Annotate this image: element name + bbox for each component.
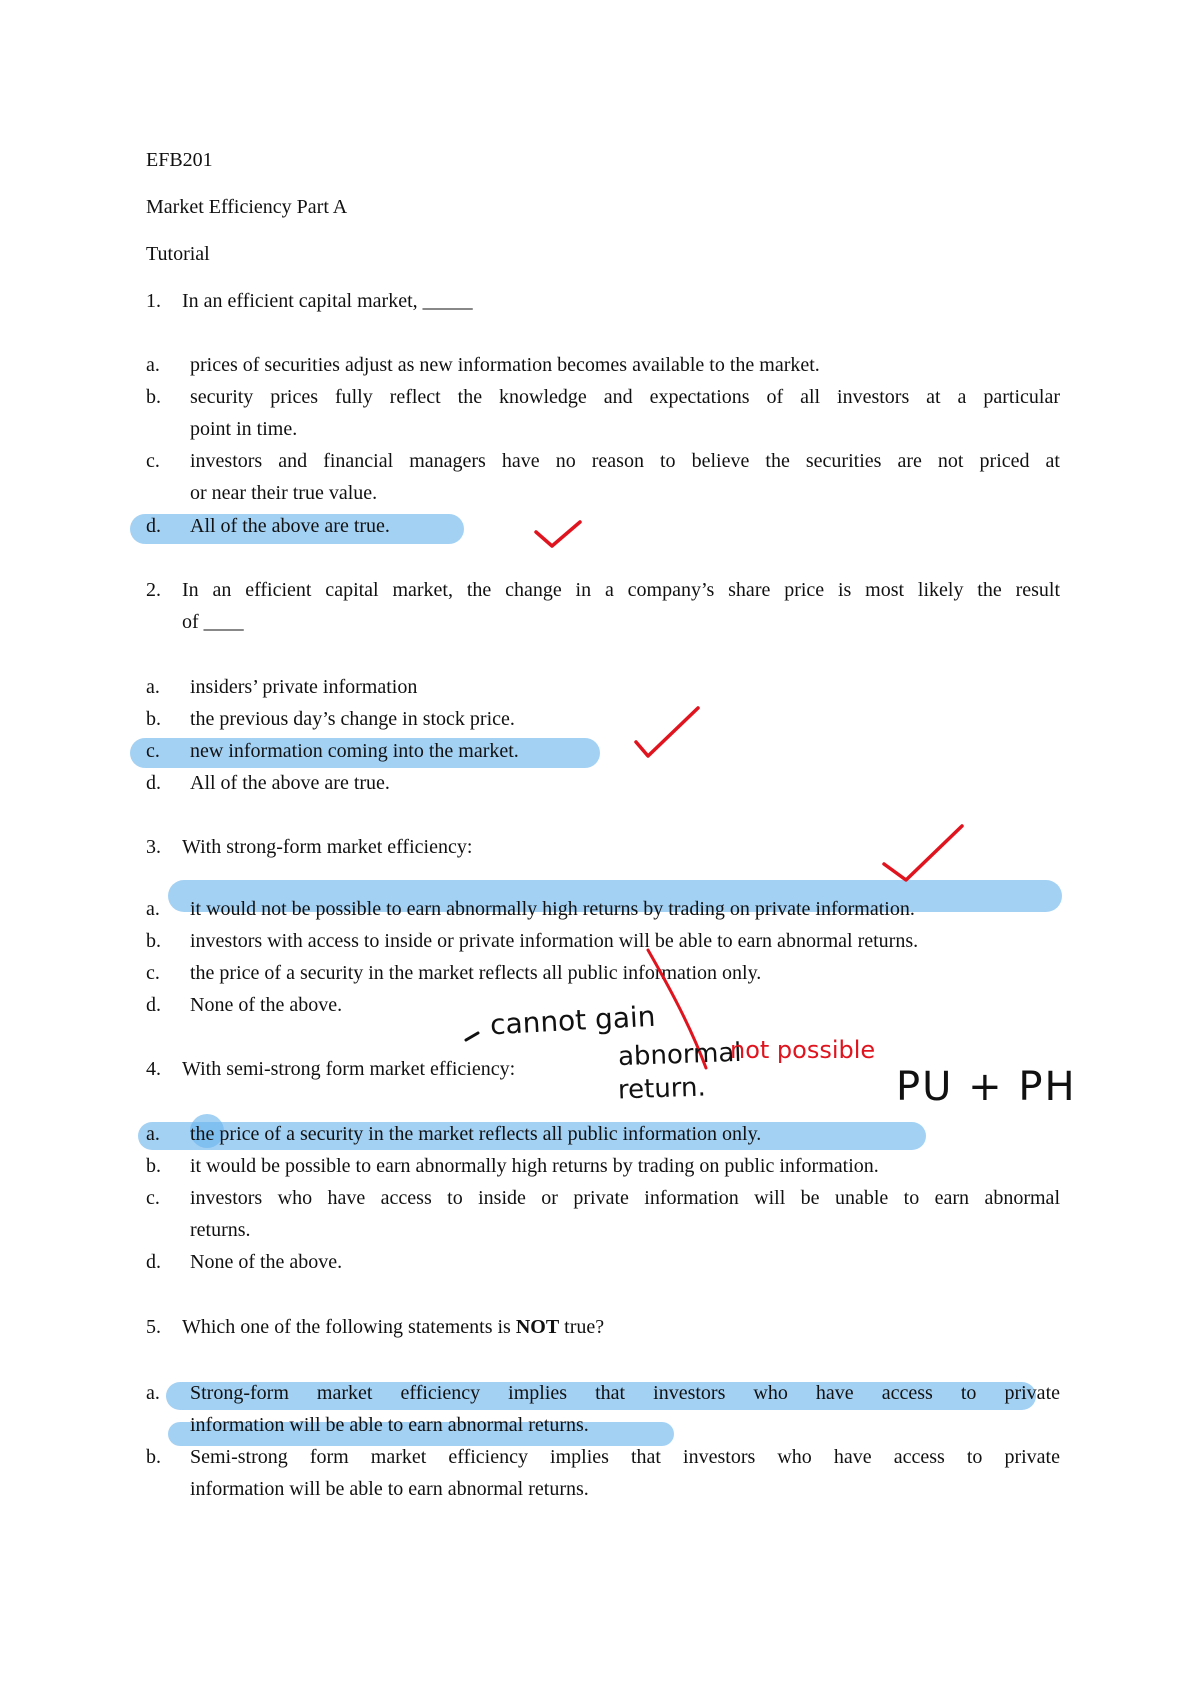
option-text: investors and financial managers have no reason to believe the securities are not priced at [190, 450, 1060, 472]
option-text-cont: returns. [190, 1219, 251, 1241]
option-text: the previous day’s change in stock price. [190, 708, 515, 730]
option-letter: b. [146, 1446, 161, 1468]
checkmark-q1-icon [536, 522, 580, 546]
checkmark-q2-icon [636, 708, 698, 756]
question-stem: Which one of the following statements is NOT true? [182, 1316, 605, 1338]
option-text: None of the above. [190, 1251, 343, 1273]
option-letter: c. [146, 740, 160, 762]
option-text: All of the above are true. [190, 772, 390, 794]
option-letter: b. [146, 708, 161, 730]
option-letter: b. [146, 1155, 161, 1177]
option-text: the price of a security in the market reflects all public information only. [190, 1123, 762, 1145]
option-text: Strong-form market efficiency implies that investors who have access to private [190, 1382, 1060, 1404]
option-text-cont: information will be able to earn abnormal returns. [190, 1478, 589, 1500]
option-text: None of the above. [190, 994, 343, 1016]
question-number: 1. [146, 290, 161, 312]
option-text-cont: point in time. [190, 418, 298, 440]
option-letter: d. [146, 1251, 161, 1273]
question-number: 3. [146, 836, 161, 858]
course-code: EFB201 [146, 149, 213, 171]
option-text: investors who have access to inside or private information will be unable to earn abnormal [190, 1187, 1060, 1209]
option-text: prices of securities adjust as new information becomes available to the market. [190, 354, 820, 376]
option-letter: d. [146, 994, 161, 1016]
option-letter: a. [146, 354, 160, 376]
option-letter: c. [146, 1187, 160, 1209]
question-number: 5. [146, 1316, 161, 1338]
option-text: it would be possible to earn abnormally high returns by trading on public information. [190, 1155, 879, 1177]
option-text: new information coming into the market. [190, 740, 519, 762]
option-text: investors with access to inside or private information will be able to earn abnormal returns. [190, 930, 919, 952]
question-number: 2. [146, 579, 161, 601]
question-stem: With semi-strong form market efficiency: [182, 1058, 516, 1080]
annotation-dash [466, 1033, 478, 1040]
handwritten-note-line2: abnormal [617, 1037, 743, 1073]
handwritten-note-right: PU + PH [896, 1064, 1077, 1110]
option-text: security prices fully reflect the knowledge and expectations of all investors at a particular [190, 386, 1060, 408]
option-letter: a. [146, 1382, 160, 1404]
option-text-cont: information will be able to earn abnormal returns. [190, 1414, 589, 1436]
question-number: 4. [146, 1058, 161, 1080]
option-letter: d. [146, 515, 161, 537]
option-text: All of the above are true. [190, 515, 390, 537]
option-letter: a. [146, 898, 160, 920]
question-stem: With strong-form market efficiency: [182, 836, 473, 858]
handwritten-note-red: not possible [730, 1036, 876, 1064]
handwritten-note-line1: cannot gain [489, 999, 657, 1042]
option-letter: a. [146, 676, 160, 698]
option-text: insiders’ private information [190, 676, 418, 698]
checkmark-q3-icon [884, 826, 962, 880]
question-stem-emphasis: NOT [515, 1316, 560, 1338]
option-letter: a. [146, 1123, 160, 1145]
question-stem: In an efficient capital market, _____ [182, 290, 473, 312]
option-text: it would not be possible to earn abnormally high returns by trading on private information. [190, 898, 915, 920]
option-letter: c. [146, 450, 160, 472]
option-text: Semi-strong form market efficiency implies that investors who have access to private [190, 1446, 1060, 1468]
handwritten-note-line3: return. [617, 1072, 707, 1106]
option-text-cont: or near their true value. [190, 482, 378, 504]
document-subtitle: Tutorial [146, 243, 210, 265]
option-letter: b. [146, 930, 161, 952]
option-text: the price of a security in the market reflects all public information only. [190, 962, 762, 984]
question-stem-cont: of ____ [182, 611, 244, 633]
document-title: Market Efficiency Part A [146, 196, 348, 218]
option-letter: b. [146, 386, 161, 408]
option-letter: d. [146, 772, 161, 794]
question-stem: In an efficient capital market, the change in a company’s share price is most likely the result [182, 579, 1060, 601]
option-letter: c. [146, 962, 160, 984]
